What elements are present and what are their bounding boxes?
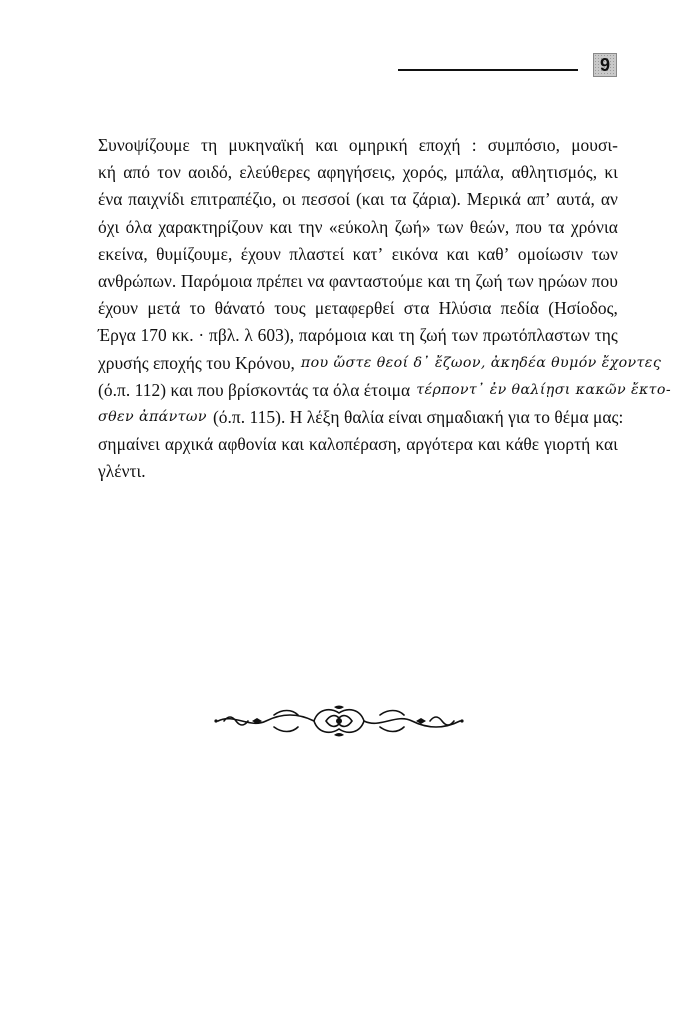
word: χορός, — [402, 162, 448, 183]
ancient-greek-quote: τέρποντ᾽ ἐν θαλίῃσι κακῶν ἔκτο- — [416, 381, 672, 398]
word: τα — [390, 189, 407, 210]
word: κκ. — [171, 325, 194, 346]
text-line — [98, 431, 618, 458]
word: επιτραπέζιο, — [190, 189, 277, 210]
word: πρέπει — [256, 270, 303, 291]
word: κάθε — [505, 434, 540, 455]
word: στα — [403, 298, 430, 319]
text-line — [98, 186, 618, 213]
header-rule — [398, 69, 578, 71]
word: καλοπέραση, — [309, 434, 402, 455]
word: λ — [244, 325, 253, 346]
text-line — [98, 268, 618, 295]
word: κή — [98, 162, 116, 183]
word: ένα — [98, 189, 123, 210]
word: των — [591, 243, 618, 264]
word: αρχικά — [164, 434, 214, 455]
word: απ’ — [526, 189, 551, 210]
word: εκείνα, — [98, 243, 148, 264]
text-segment: χρυσής εποχής του Κρόνου, — [98, 352, 295, 373]
word: μυκηναϊκή — [228, 135, 305, 155]
word: μουσι- — [571, 135, 618, 155]
word: · — [198, 325, 205, 346]
text-line — [98, 241, 618, 268]
word: σημαίνει — [98, 434, 160, 455]
word: τη — [398, 325, 415, 346]
word: από — [123, 162, 150, 183]
word: 603), — [257, 325, 295, 346]
text-line — [98, 322, 618, 349]
word: Συνοψίζουμε — [98, 135, 190, 155]
word: και — [446, 243, 470, 264]
word: πλαστεί — [289, 243, 345, 264]
word: πβλ. — [209, 325, 240, 346]
word: της — [594, 325, 618, 346]
word: που — [515, 216, 542, 237]
word: οι — [282, 189, 296, 210]
word: ζωή — [475, 270, 503, 291]
word: ανθρώπων. — [98, 270, 177, 291]
word: τον — [157, 162, 181, 183]
word: εποχή — [418, 135, 461, 155]
word: Μερικά — [466, 189, 521, 210]
word: και — [315, 135, 338, 155]
word: γιορτή — [544, 434, 591, 455]
word: να — [307, 270, 325, 291]
word: αυτά, — [556, 189, 595, 210]
word: χαρακτηρίζουν — [158, 216, 264, 237]
text-segment: (ό.π. 115). Η λέξη θαλία είναι σημαδιακή για το θέμα μας: — [212, 406, 624, 427]
word: έχουν — [240, 243, 281, 264]
ancient-greek-quote: σθεν ἀπάντων — [98, 408, 207, 425]
word: ομηρική — [348, 135, 408, 155]
word: (Ησίοδος, — [548, 298, 618, 319]
word: ζωή — [419, 325, 447, 346]
word: αοιδό, — [188, 162, 233, 183]
word: και — [269, 216, 293, 237]
word: τα — [548, 216, 565, 237]
word: ηρώων — [538, 270, 588, 291]
word: έχουν — [98, 298, 139, 319]
word: 170 — [140, 325, 167, 346]
word: ζάρια). — [412, 189, 461, 210]
text-line — [98, 458, 618, 485]
word: καθ’ — [477, 243, 510, 264]
word: των — [507, 270, 534, 291]
floral-ornament-icon — [214, 703, 464, 739]
word: όλα — [125, 216, 152, 237]
word: αθλητισμός, — [511, 162, 598, 183]
text-segment: γλέντι. — [98, 461, 146, 482]
text-line — [98, 214, 618, 241]
body-paragraph — [98, 132, 672, 485]
word: αργότερα — [406, 434, 473, 455]
word: θυμίζουμε, — [156, 243, 233, 264]
word: πρωτόπλαστων — [482, 325, 590, 346]
word: μετά — [147, 298, 181, 319]
word: τη — [454, 270, 471, 291]
word: χρόνια — [570, 216, 618, 237]
word: ζωή» — [394, 216, 431, 237]
word: θεών, — [469, 216, 510, 237]
word: και — [427, 270, 450, 291]
word: μπάλα, — [454, 162, 505, 183]
text-segment: (ό.π. 112) και που βρίσκοντάς τα όλα έτοιμα — [98, 379, 411, 400]
word: μεταφερθεί — [314, 298, 395, 319]
word: εικόνα — [391, 243, 439, 264]
word: (και — [355, 189, 385, 210]
word: κι — [604, 162, 618, 183]
word: παιχνίδι — [128, 189, 185, 210]
word: το — [189, 298, 206, 319]
word: παρόμοια — [298, 325, 367, 346]
word: «εύκολη — [328, 216, 389, 237]
word: θάνατό — [214, 298, 265, 319]
page-number: 9 — [593, 53, 617, 77]
ancient-greek-quote: που ὥστε θεοί δ᾽ ἔζωον, ἀκηδέα θυμόν ἔχοντες — [300, 354, 662, 371]
word: συμπόσιο, — [487, 135, 561, 155]
word: αφηγήσεις, — [317, 162, 396, 183]
word: κατ’ — [352, 243, 384, 264]
word: τη — [201, 135, 218, 155]
word: ομοίωσιν — [517, 243, 584, 264]
word: και — [371, 325, 394, 346]
word: πεδία — [500, 298, 539, 319]
text-line — [98, 159, 618, 186]
word: ελεύθερες — [239, 162, 310, 183]
text-line — [98, 132, 618, 159]
text-line — [98, 295, 618, 322]
word: αν — [600, 189, 618, 210]
word: των — [436, 216, 464, 237]
word: που — [591, 270, 618, 291]
word: των — [451, 325, 478, 346]
word: Ηλύσια — [438, 298, 492, 319]
word: αφθονία — [218, 434, 277, 455]
text-line — [98, 377, 672, 404]
word: φανταστούμε — [328, 270, 423, 291]
word: και — [477, 434, 501, 455]
word: την — [298, 216, 323, 237]
word: Έργα — [98, 325, 136, 346]
word: τους — [274, 298, 306, 319]
text-line — [98, 404, 624, 431]
word: και — [281, 434, 304, 455]
word: : — [471, 135, 477, 155]
word: και — [595, 434, 618, 455]
word: Παρόμοια — [180, 270, 253, 291]
text-line — [98, 350, 662, 377]
word: όχι — [98, 216, 120, 237]
word: πεσσοί — [301, 189, 351, 210]
